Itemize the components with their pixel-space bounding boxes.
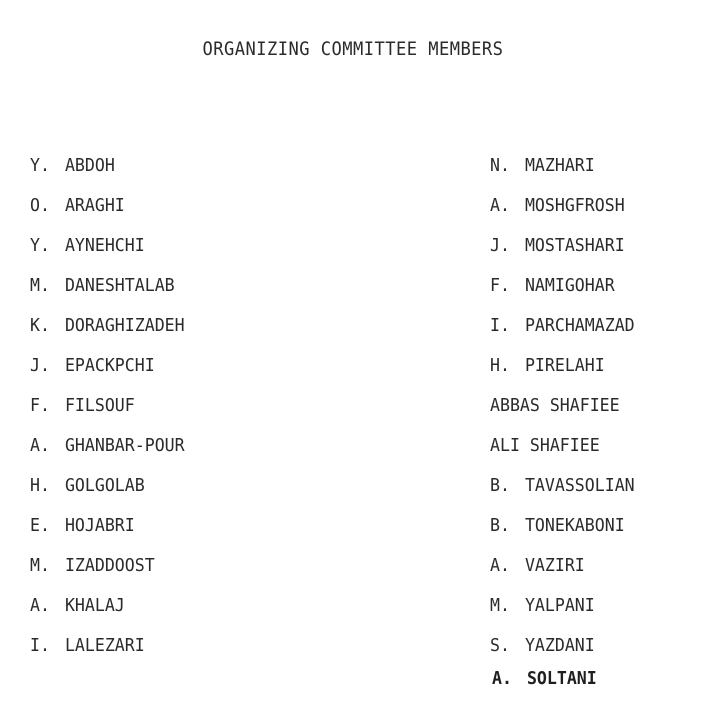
member-surname: GHANBAR-POUR [64, 435, 185, 456]
member-entry [30, 633, 185, 673]
member-initial: M. [30, 275, 50, 296]
member-surname: IZADDOOST [64, 555, 155, 576]
member-initial: Y. [30, 235, 50, 256]
member-full-name: ALI SHAFIEE [490, 435, 600, 456]
member-entry [490, 393, 635, 433]
member-entry [490, 473, 635, 513]
member-surname: NAMIGOHAR [524, 275, 615, 296]
member-entry [30, 153, 185, 193]
member-surname: DORAGHIZADEH [64, 315, 185, 336]
member-initial: B. [490, 515, 510, 536]
member-surname: PIRELAHI [524, 355, 605, 376]
member-initial: H. [30, 475, 50, 496]
member-entry [490, 193, 635, 233]
member-initial: A. [490, 555, 510, 576]
member-entry [490, 233, 635, 273]
member-entry [30, 233, 185, 273]
member-entry [490, 513, 635, 553]
member-initial: A. [492, 668, 512, 689]
member-entry [30, 433, 185, 473]
member-entry [30, 393, 185, 433]
member-surname: PARCHAMAZAD [524, 315, 635, 336]
member-initial: F. [490, 275, 510, 296]
member-surname: MOSTASHARI [524, 235, 625, 256]
member-entry [30, 353, 185, 393]
member-surname: ARAGHI [64, 195, 125, 216]
member-initial: F. [30, 395, 50, 416]
member-entry [490, 553, 635, 593]
member-entry [490, 153, 635, 193]
member-initial: B. [490, 475, 510, 496]
added-member-entry [492, 666, 597, 692]
member-initial: S. [490, 635, 510, 656]
member-initial: I. [30, 635, 50, 656]
member-entry [30, 473, 185, 513]
member-initial: A. [30, 435, 50, 456]
member-entry [490, 593, 635, 633]
member-list-left [30, 153, 198, 673]
member-entry [490, 353, 635, 393]
member-initial: I. [490, 315, 510, 336]
member-entry [490, 433, 635, 473]
member-initial: J. [30, 355, 50, 376]
member-initial: K. [30, 315, 50, 336]
member-initial: M. [490, 595, 510, 616]
member-list-right [490, 153, 647, 673]
member-surname: YALPANI [524, 595, 595, 616]
member-surname: DANESHTALAB [64, 275, 175, 296]
member-entry [30, 273, 185, 313]
page-title: ORGANIZING COMMITTEE MEMBERS [202, 38, 504, 60]
member-surname: TAVASSOLIAN [524, 475, 635, 496]
member-initial: E. [30, 515, 50, 536]
member-surname: LALEZARI [64, 635, 145, 656]
member-surname: EPACKPCHI [64, 355, 155, 376]
member-surname: KHALAJ [64, 595, 125, 616]
member-surname: GOLGOLAB [64, 475, 145, 496]
member-surname: FILSOUF [64, 395, 135, 416]
member-surname: MAZHARI [524, 155, 595, 176]
member-initial: A. [490, 195, 510, 216]
member-initial: J. [490, 235, 510, 256]
member-initial: O. [30, 195, 50, 216]
member-entry [30, 513, 185, 553]
member-surname: ABDOH [64, 155, 115, 176]
member-entry [490, 313, 635, 353]
member-initial: N. [490, 155, 510, 176]
member-initial: M. [30, 555, 50, 576]
member-initial: A. [30, 595, 50, 616]
member-full-name: ABBAS SHAFIEE [490, 395, 620, 416]
member-surname: YAZDANI [524, 635, 595, 656]
member-surname: VAZIRI [524, 555, 585, 576]
member-surname: MOSHGFROSH [524, 195, 625, 216]
member-entry [30, 593, 185, 633]
member-entry [490, 273, 635, 313]
member-surname: TONEKABONI [524, 515, 625, 536]
member-surname: SOLTANI [526, 668, 597, 689]
member-surname: AYNEHCHI [64, 235, 145, 256]
member-surname: HOJABRI [64, 515, 135, 536]
member-entry [30, 553, 185, 593]
member-initial: Y. [30, 155, 50, 176]
member-initial: H. [490, 355, 510, 376]
member-entry [30, 313, 185, 353]
member-entry [30, 193, 185, 233]
